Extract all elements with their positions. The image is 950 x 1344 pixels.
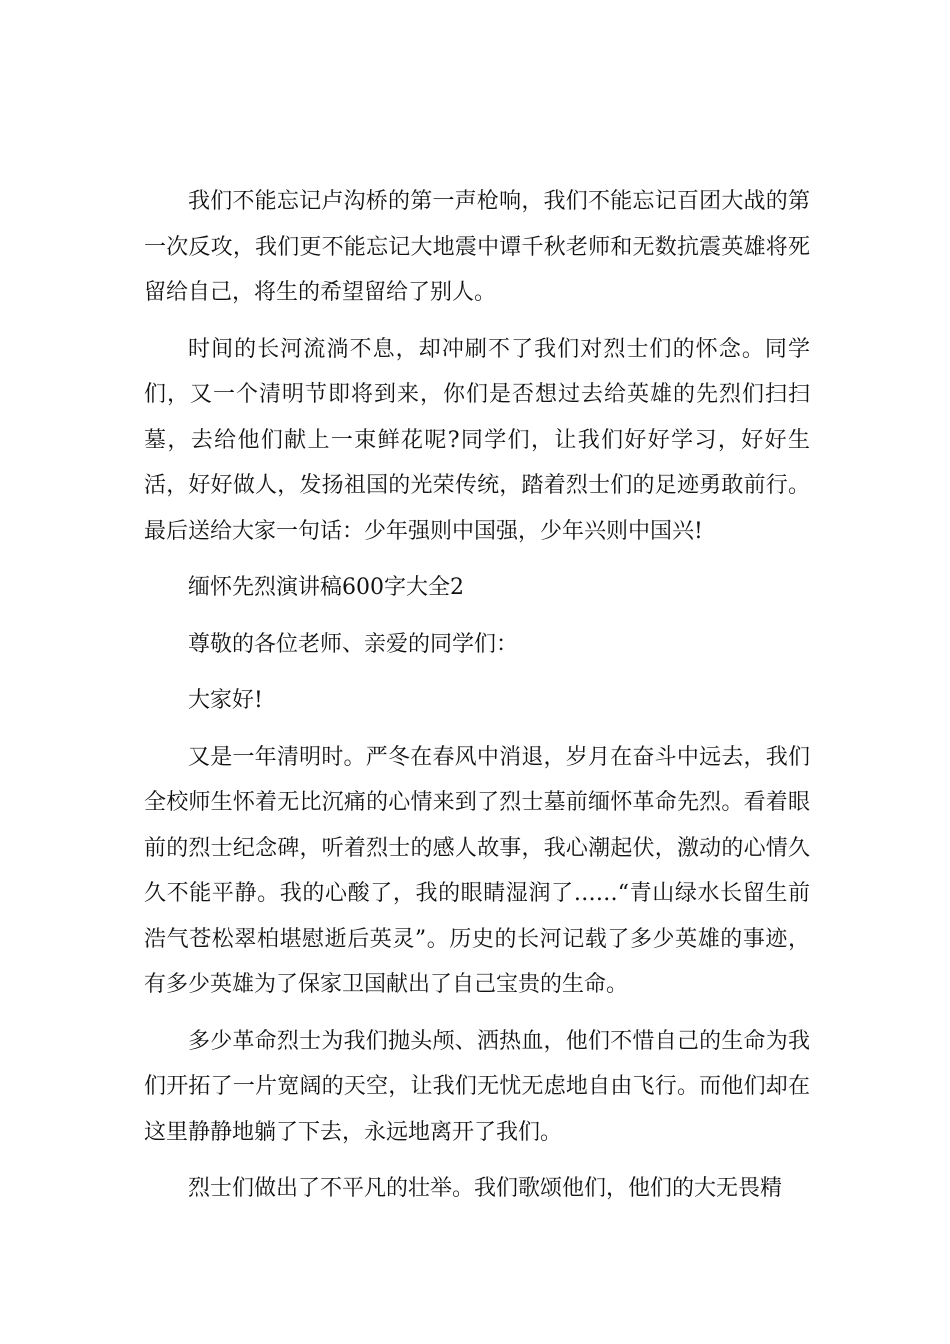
- paragraph-2: 时间的长河流淌不息，却冲刷不了我们对烈士们的怀念。同学们，又一个清明节即将到来，你们是否想过去给英雄的先烈们扫扫墓，去给他们献上一束鲜花呢?同学们，让我们好好学习，好好生活，好好做人，发扬祖国的光荣传统，踏着烈士们的足迹勇敢前行。最后送给大家一句话：少年强则中国强，少年兴则中国兴!: [144, 336, 810, 544]
- greeting: 大家好!: [188, 688, 263, 713]
- salutation: 尊敬的各位老师、亲爱的同学们：: [188, 631, 519, 657]
- paragraph-1: 我们不能忘记卢沟桥的第一声枪响，我们不能忘记百团大战的第一次反攻，我们更不能忘记大地震中谭千秋老师和无数抗震英雄将死留给自己，将生的希望留给了别人。: [144, 189, 810, 305]
- paragraph-4: 多少革命烈士为我们抛头颅、洒热血，他们不惜自己的生命为我们开拓了一片宽阔的天空，让我们无忧无虑地自由飞行。而他们却在这里静静地躺了下去，永远地离开了我们。: [144, 1028, 810, 1145]
- paragraph-5: 烈士们做出了不平凡的壮举。我们歌颂他们，他们的大无畏精: [188, 1176, 783, 1201]
- section-title: 缅怀先烈演讲稿600字大全2: [188, 575, 464, 600]
- paragraph-3: 又是一年清明时。严冬在春风中消退，岁月在奋斗中远去，我们全校师生怀着无比沉痛的心情来到了烈士墓前缅怀革命先烈。看着眼前的烈士纪念碑，听着烈士的感人故事，我心潮起伏，激动的心情久久不能平静。我的心酸了，我的眼睛湿润了……“青山绿水长留生前浩气苍松翠柏堪慰逝后英灵”。历史的长河记载了多少英雄的事迹，有多少英雄为了保家卫国献出了自己宝贵的生命。: [144, 744, 810, 997]
- document-body: [144, 179, 810, 1223]
